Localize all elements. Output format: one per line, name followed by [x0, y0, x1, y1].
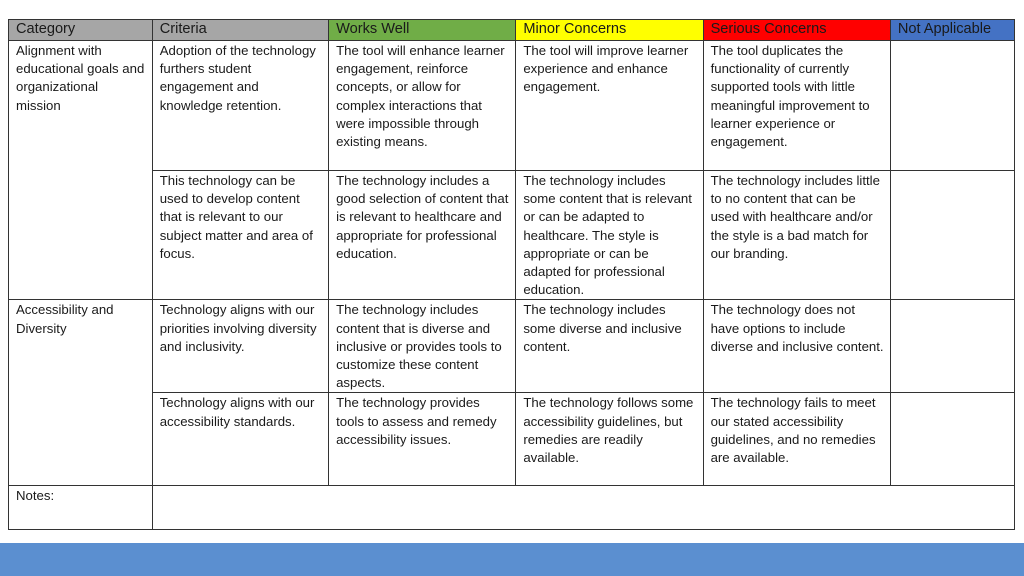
serious-concerns-cell: The technology fails to meet our stated accessibility guidelines, and no remedies are available.	[703, 393, 890, 486]
evaluation-rubric-table	[8, 19, 1015, 530]
minor-concerns-cell: The technology follows some accessibility guidelines, but remedies are readily available.	[516, 393, 703, 486]
header-works-well: Works Well	[329, 20, 516, 41]
table-row	[9, 41, 1015, 171]
minor-concerns-cell: The technology includes some diverse and inclusive content.	[516, 300, 703, 393]
category-cell: Accessibility and Diversity	[9, 300, 153, 486]
category-cell: Alignment with educational goals and organizational mission	[9, 41, 153, 300]
not-applicable-cell[interactable]	[890, 171, 1014, 300]
works-well-cell: The tool will enhance learner engagement, reinforce concepts, or allow for complex interactions that were impossible through existing means.	[329, 41, 516, 171]
notes-field[interactable]	[152, 486, 1014, 530]
table-row	[9, 300, 1015, 393]
table-row	[9, 171, 1015, 300]
header-serious-concerns: Serious Concerns	[703, 20, 890, 41]
not-applicable-cell[interactable]	[890, 300, 1014, 393]
minor-concerns-cell: The technology includes some content that is relevant or can be adapted to healthcare. The style is appropriate or can be adapted for professional education.	[516, 171, 703, 300]
minor-concerns-cell: The tool will improve learner experience and enhance engagement.	[516, 41, 703, 171]
header-row	[9, 20, 1015, 41]
header-not-applicable: Not Applicable	[890, 20, 1014, 41]
criteria-cell: Adoption of the technology furthers student engagement and knowledge retention.	[152, 41, 328, 171]
header-category: Category	[9, 20, 153, 41]
notes-row	[9, 486, 1015, 530]
works-well-cell: The technology includes a good selection of content that is relevant to healthcare and appropriate for professional education.	[329, 171, 516, 300]
header-criteria: Criteria	[152, 20, 328, 41]
criteria-cell: This technology can be used to develop content that is relevant to our subject matter and area of focus.	[152, 171, 328, 300]
header-minor-concerns: Minor Concerns	[516, 20, 703, 41]
not-applicable-cell[interactable]	[890, 41, 1014, 171]
table-row	[9, 393, 1015, 486]
footer-bar	[0, 543, 1024, 576]
not-applicable-cell[interactable]	[890, 393, 1014, 486]
serious-concerns-cell: The technology does not have options to include diverse and inclusive content.	[703, 300, 890, 393]
works-well-cell: The technology provides tools to assess and remedy accessibility issues.	[329, 393, 516, 486]
criteria-cell: Technology aligns with our accessibility standards.	[152, 393, 328, 486]
criteria-cell: Technology aligns with our priorities involving diversity and inclusivity.	[152, 300, 328, 393]
notes-label: Notes:	[9, 486, 153, 530]
works-well-cell: The technology includes content that is diverse and inclusive or provides tools to customize these content aspects.	[329, 300, 516, 393]
serious-concerns-cell: The technology includes little to no content that can be used with healthcare and/or the style is a bad match for our branding.	[703, 171, 890, 300]
serious-concerns-cell: The tool duplicates the functionality of currently supported tools with little meaningful improvement to learner experience or engagement.	[703, 41, 890, 171]
